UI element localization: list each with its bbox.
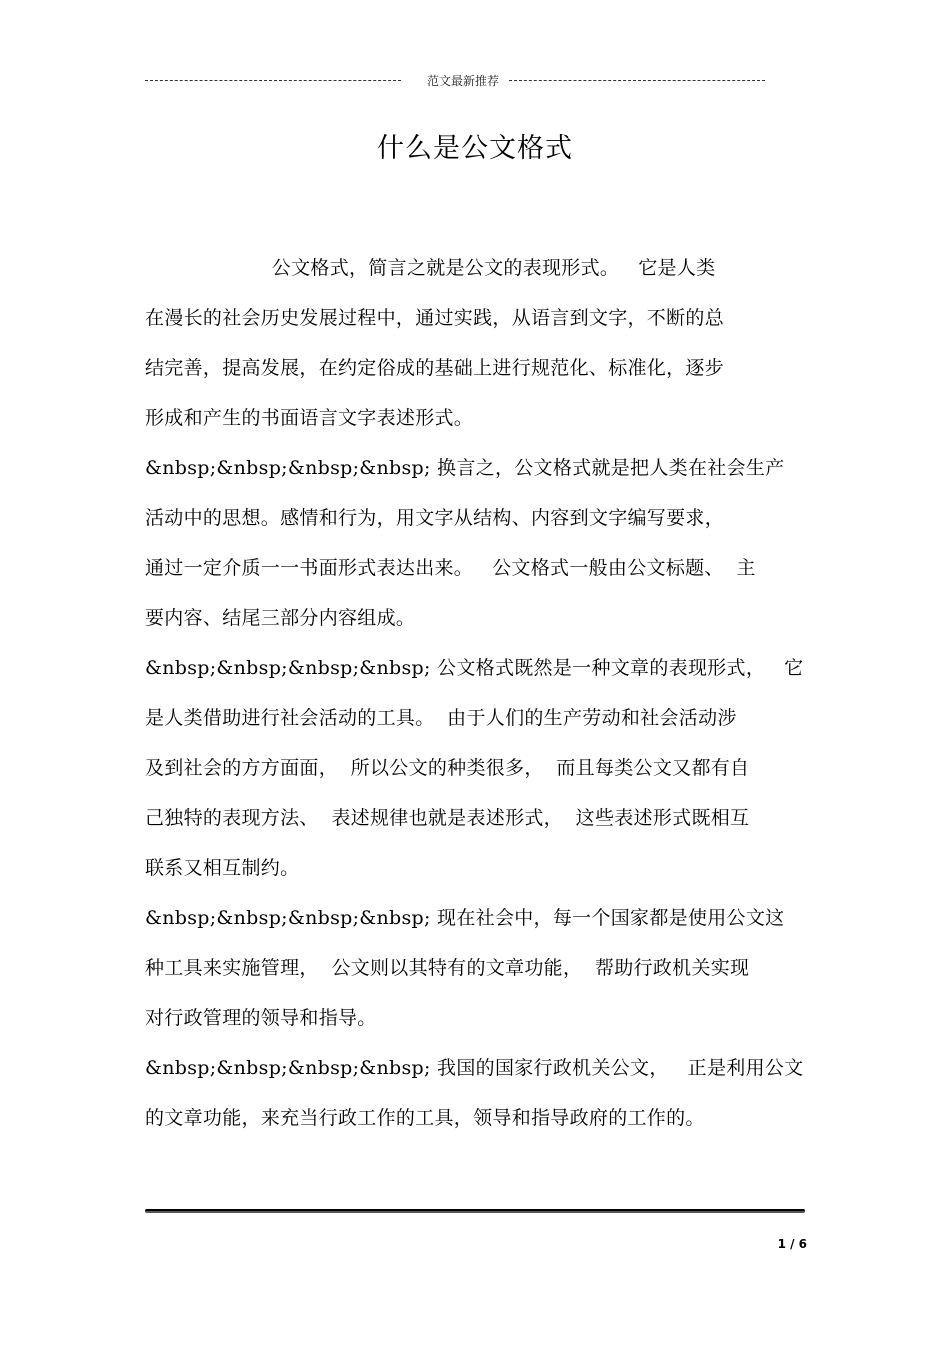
text-line: 结完善，提高发展，在约定俗成的基础上进行规范化、标准化，逐步 (145, 357, 725, 379)
text-line: 公文格式，简言之就是公文的表现形式。 它是人类 (145, 257, 716, 279)
text-line: 在漫长的社会历史发展过程中，通过实践，从语言到文字，不断的总 (145, 307, 725, 329)
text-line: 活动中的思想。感情和行为，用文字从结构、内容到文字编写要求， (145, 507, 725, 529)
text-line: 及到社会的方方面面， 所以公文的种类很多， 而且每类公文又都有自 (145, 757, 750, 779)
text-line: &nbsp;&nbsp;&nbsp;&nbsp; 公文格式既然是一种文章的表现形式， 它 (145, 657, 804, 679)
text-line: 己独特的表现方法、 表述规律也就是表述形式， 这些表述形式既相互 (145, 807, 750, 829)
header-dashed-rule-left (145, 80, 401, 81)
text-line: &nbsp;&nbsp;&nbsp;&nbsp; 换言之，公文格式就是把人类在社会生产 (145, 457, 785, 479)
page-number: 1 / 6 (777, 1237, 807, 1251)
page-header (145, 72, 765, 89)
text-line: 的文章功能，来充当行政工作的工具，领导和指导政府的工作的。 (145, 1107, 705, 1129)
header-label: 范文最新推荐 (427, 74, 500, 88)
text-line: 形成和产生的书面语言文字表述形式。 (145, 407, 474, 429)
text-line: &nbsp;&nbsp;&nbsp;&nbsp; 现在社会中，每一个国家都是使用公文这 (145, 907, 785, 929)
text-line: 种工具来实施管理， 公文则以其特有的文章功能， 帮助行政机关实现 (145, 957, 750, 979)
header-dashed-rule-right (509, 80, 765, 81)
text-line: 是人类借助进行社会活动的工具。 由于人们的生产劳动和社会活动涉 (145, 707, 737, 729)
text-line: &nbsp;&nbsp;&nbsp;&nbsp; 我国的国家行政机关公文， 正是利用公文 (145, 1057, 804, 1079)
document-title: 什么是公文格式 (377, 133, 573, 164)
text-line: 要内容、结尾三部分内容组成。 (145, 607, 416, 629)
text-line: 对行政管理的领导和指导。 (145, 1007, 377, 1029)
footer-rule (145, 1209, 805, 1213)
document-body (145, 243, 810, 1143)
text-line: 联系又相互制约。 (145, 857, 300, 879)
text-line: 通过一定介质一一书面形式表达出来。 公文格式一般由公文标题、 主 (145, 557, 756, 579)
